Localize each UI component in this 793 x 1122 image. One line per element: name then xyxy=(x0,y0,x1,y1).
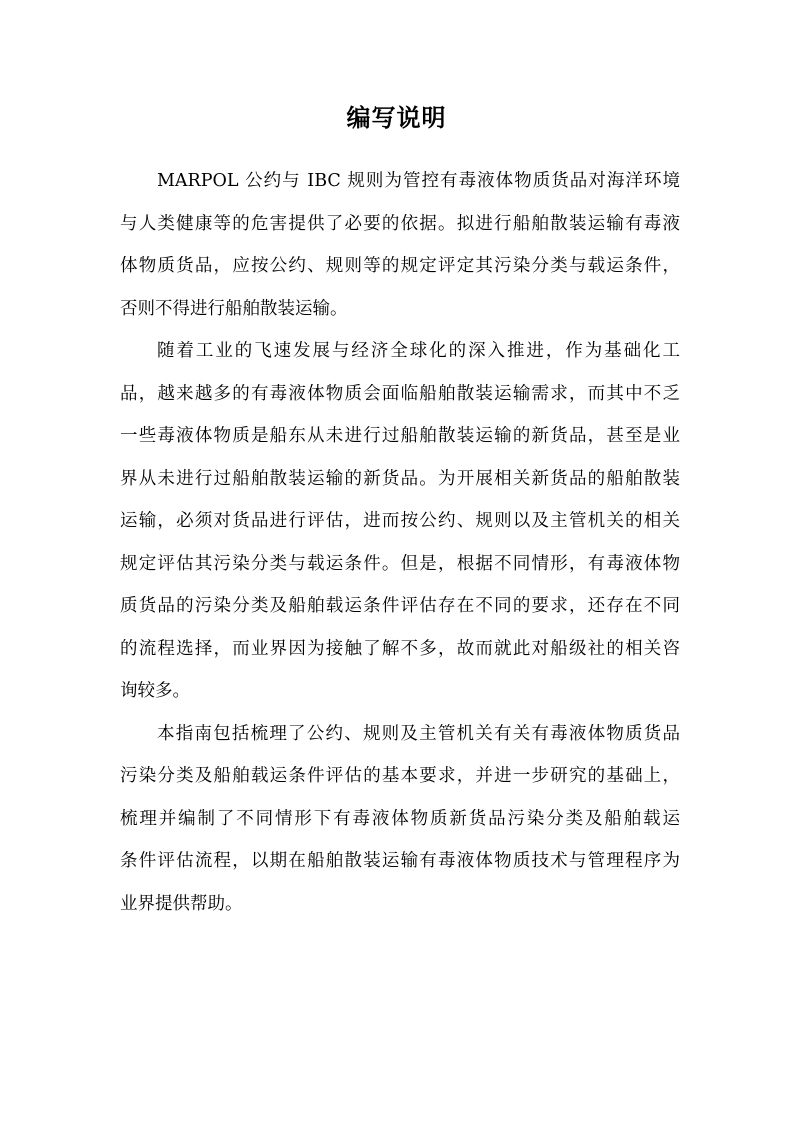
paragraph-line: 随着工业的飞速发展与经济全球化的深入推进，作为基础化工 xyxy=(157,341,680,361)
paragraph-line: 业界提供帮助。 xyxy=(120,893,243,914)
paragraph-line: 与人类健康等的危害提供了必要的依据。拟进行船舶散装运输有毒液 xyxy=(120,213,680,234)
paragraph-line: 界从未进行过船舶散装运输的新货品。为开展相关新货品的船舶散装 xyxy=(120,468,680,489)
paragraph-3 xyxy=(120,713,680,926)
page-title: 编写说明 xyxy=(346,103,447,132)
paragraph-line: 运输，必须对货品进行评估，进而按公约、规则以及主管机关的相关 xyxy=(120,511,680,531)
paragraph-line: 询较多。 xyxy=(120,681,190,701)
paragraph-line: MARPOL 公约与 IBC 规则为管控有毒液体物质货品对海洋环境 xyxy=(157,171,680,191)
paragraph-line: 污染分类及船舶载运条件评估的基本要求，并进一步研究的基础上， xyxy=(120,766,680,786)
paragraph-line: 品，越来越多的有毒液体物质会面临船舶散装运输需求，而其中不乏 xyxy=(120,383,680,404)
paragraph-line: 规定评估其污染分类与载运条件。但是，根据不同情形，有毒液体物 xyxy=(120,553,680,574)
paragraph-line: 梳理并编制了不同情形下有毒液体物质新货品污染分类及船舶载运 xyxy=(120,808,680,829)
paragraph-line: 本指南包括梳理了公约、规则及主管机关有关有毒液体物质货品 xyxy=(157,723,680,744)
paragraph-line: 质货品的污染分类及船舶载运条件评估存在不同的要求，还存在不同 xyxy=(120,596,680,616)
paragraph-line: 一些毒液体物质是船东从未进行过船舶散装运输的新货品，甚至是业 xyxy=(120,426,680,446)
document-body xyxy=(120,160,680,925)
paragraph-line: 否则不得进行船舶散装运输。 xyxy=(120,298,348,319)
paragraph-2 xyxy=(120,330,680,713)
paragraph-line: 条件评估流程，以期在船舶散装运输有毒液体物质技术与管理程序为 xyxy=(120,851,680,871)
paragraph-1 xyxy=(120,160,680,330)
paragraph-line: 体物质货品，应按公约、规则等的规定评定其污染分类与载运条件， xyxy=(120,256,680,276)
paragraph-line: 的流程选择，而业界因为接触了解不多，故而就此对船级社的相关咨 xyxy=(120,638,680,659)
